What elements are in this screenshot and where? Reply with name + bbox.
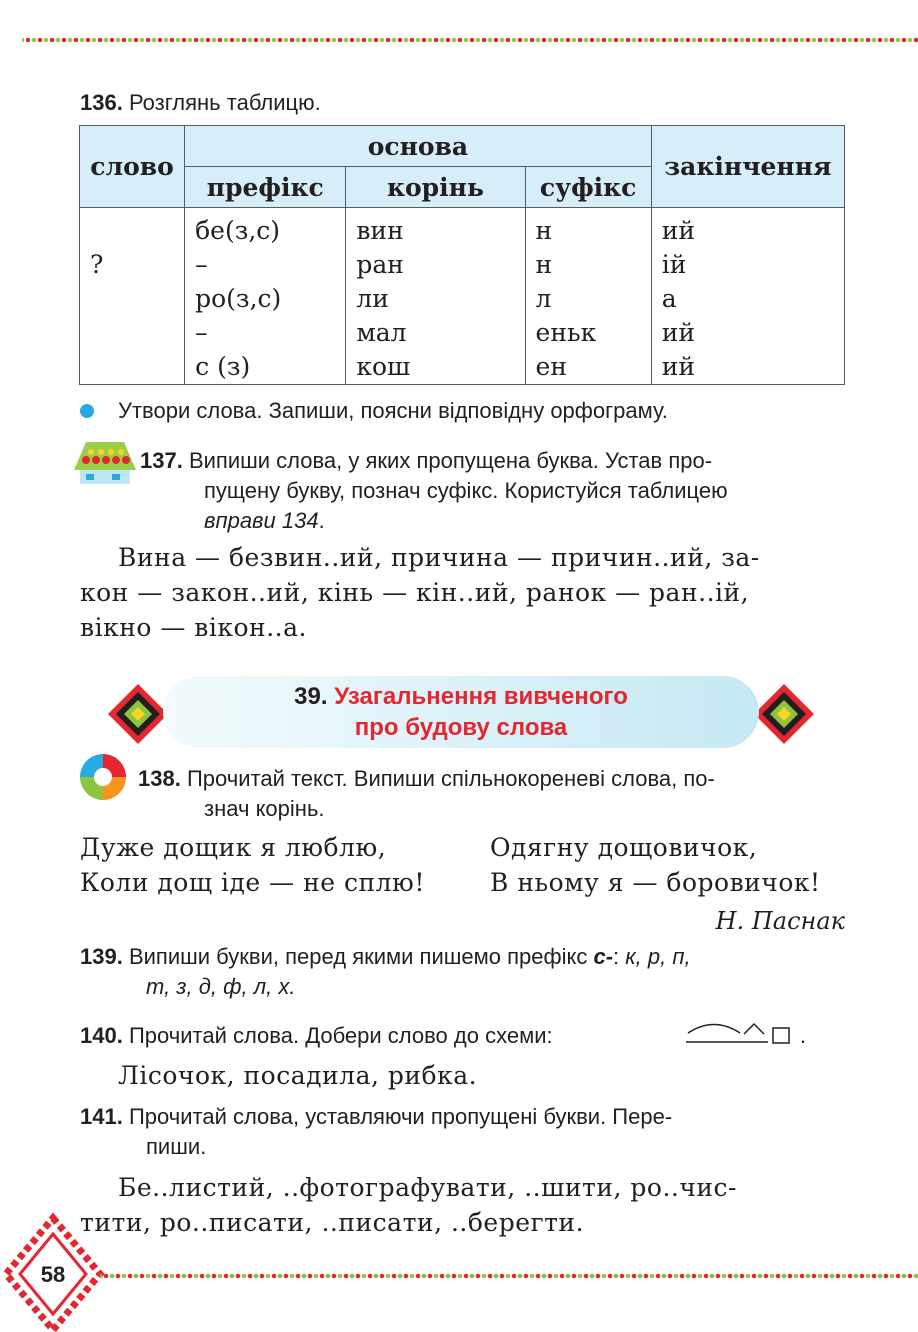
ending-item: ий [661,318,696,347]
body-line: кон — закон..ий, кінь — кін..ий, ранок — ран..ій, [80,578,750,607]
poem-line: Дуже дощик я люблю, [80,833,387,862]
colon: : [613,944,620,969]
poem-right [490,830,821,900]
root-item: вин [356,216,404,245]
prefix-item: – [195,250,208,279]
body-line: Бе..листий, ..фотографувати, ..шити, ро..чис- [118,1173,737,1202]
exercise-line: знач корінь. [204,796,325,821]
exercise-text: Розглянь таблицю. [128,90,321,115]
root-item: кош [356,352,411,381]
exercise-line: Прочитай слова, уставляючи пропущені букви. Пере- [128,1104,673,1129]
prefix-item: бе(з,с) [195,216,281,245]
ending-item: ий [661,352,696,381]
exercise-number: 137. [140,448,183,473]
period: . [800,1023,807,1048]
exercise-139 [80,942,850,1002]
root-item: мал [356,318,407,347]
exercise-number: 136. [80,90,123,115]
exercise-140-words: Лісочок, посадила, рибка. [118,1061,478,1090]
morpheme-table [79,125,845,385]
bullet-dot-icon [80,404,94,418]
suffix-item: л [535,284,552,313]
body-line: вікно — вікон..а. [80,613,307,642]
poem-line: В ньому я — боровичок! [490,868,821,897]
section-title-line: Узагальнення вивченого [334,683,628,710]
section-title [163,681,759,743]
header-prefix: префікс [185,167,346,208]
bottom-ornament-border [100,1272,918,1280]
suffix-item: ен [535,352,568,381]
body-line: Вина — безвин..ий, причина — причин..ий, за- [118,543,760,572]
root-item: ли [356,284,389,313]
exercise-136-heading [80,88,321,118]
exercise-141-body [80,1170,850,1240]
exercise-137-heading [140,446,850,536]
suffix-item: н [535,216,553,245]
exercise-140-heading [80,1021,553,1051]
period: . [318,508,325,533]
poem-line: Одягну дощовичок, [490,833,758,862]
exercise-line: пиши. [146,1134,207,1159]
exercise-138-heading [138,764,850,824]
exercise-136-bullet-text: Утвори слова. Запиши, поясни відповідну орфограму. [118,398,668,423]
body-line: тити, ро..писати, ..писати, ..берегти. [80,1208,585,1237]
suffix-item: еньк [535,318,597,347]
exercise-number: 138. [138,766,181,791]
color-wheel-icon [80,754,126,800]
exercise-number: 139. [80,944,123,969]
suffix-item: н [535,250,553,279]
exercise-line [140,506,850,536]
prefix-cell [185,208,346,385]
exercise-number: 140. [80,1023,123,1048]
word-question: ? [90,250,104,279]
ending-item: а [661,284,677,313]
letters: т, з, д, ф, л, х. [146,974,296,999]
house-icon [72,440,138,486]
exercise-ref: вправи 134 [204,508,319,533]
exercise-line: Прочитай текст. Випиши спільнокореневі слова, по- [186,766,715,791]
word-scheme-icon [684,1016,796,1048]
word-cell [80,208,185,385]
root-item: ран [356,250,404,279]
ending-cell [651,208,844,385]
prefix-item: – [195,318,208,347]
letters: к, р, п, [625,944,691,969]
page-number: 58 [40,1262,66,1287]
exercise-line: Випиши слова, у яких пропущена буква. Устав про- [188,448,713,473]
ending-item: ій [661,250,687,279]
exercise-number: 141. [80,1104,123,1129]
left-embroidery-ornament-icon [108,684,168,744]
section-number: 39. [294,683,328,710]
root-cell [346,208,525,385]
exercise-line: пущену букву, познач суфікс. Користуйся таблицею [204,478,728,503]
exercise-text: Випиши букви, перед якими пишемо префікс [128,944,588,969]
poem-line: Коли дощ іде — не сплю! [80,868,425,897]
exercise-text: Прочитай слова. Добери слово до схеми: [128,1023,553,1048]
right-embroidery-ornament-icon [754,684,814,744]
header-root: корінь [346,167,525,208]
section-title-line: про будову слова [354,714,568,741]
header-word: слово [80,126,185,208]
exercise-141-heading [80,1102,850,1162]
top-ornament-border [22,36,918,44]
poem-author: Н. Паснак [715,907,845,935]
header-base: основа [185,126,652,167]
header-suffix: суфікс [525,167,651,208]
suffix-cell [525,208,651,385]
header-ending: закінчення [651,126,844,208]
prefix-item: с (з) [195,352,251,381]
prefix-highlight: с- [593,944,614,969]
prefix-item: ро(з,с) [195,284,282,313]
ending-item: ий [661,216,696,245]
poem-left [80,830,425,900]
exercise-137-body [80,540,850,645]
